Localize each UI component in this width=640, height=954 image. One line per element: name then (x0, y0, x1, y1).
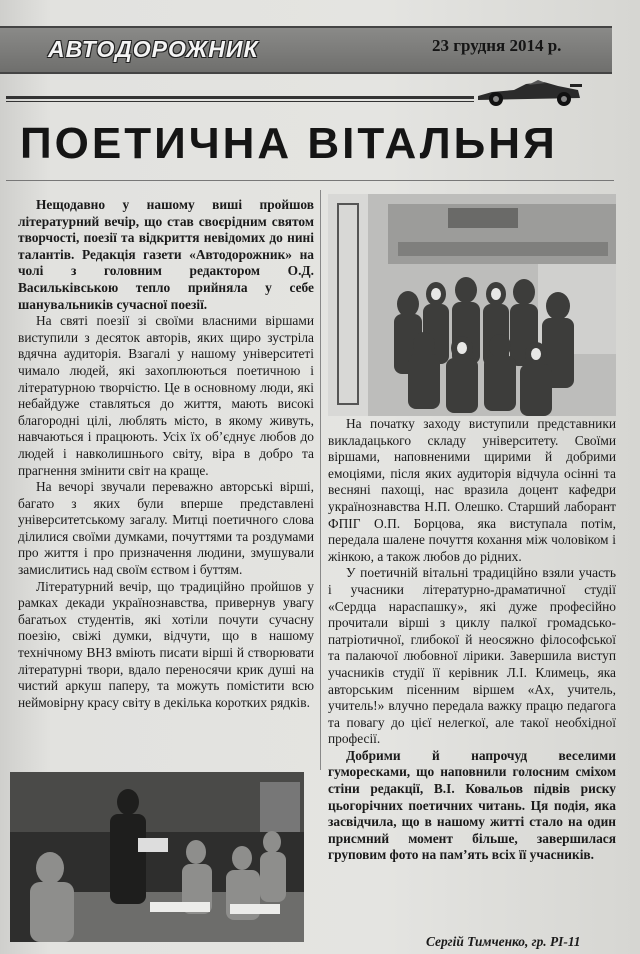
editorial-room-photo (10, 772, 304, 942)
headline-divider (6, 180, 614, 181)
group-photo-image (328, 194, 616, 416)
column-divider (320, 190, 321, 770)
paragraph: У поетичній вітальні традиційно взяли участь і учасники літературно-драматичної студії «Сердца нараспашку», які дуже професійно прочитали вірші з циклу палкої громадсько-патріотичної, глибокої й неосяжно філософської та палаючої любовної лірики. Завершила виступ учасників студії її керівник Л.І. Климець, яка авторським пісенним віршем «Ах, учитель, учитель!» влучно передала важку працю педагога та повагу до цієї нелегкої, але такої необхідної професії. (328, 565, 616, 747)
paragraph: На початку заходу виступили представники викладацького складу університету. Своїми віршами, наповненими щирими й добрими емоціями, після яких аудиторія відчула осінні та весняні пахощі, нас вразила доцент кафедри українознавства Н.П. Олешко. Старший лаборант ФПІГ О.П. Борцова, яка виступала потім, передала шалене почуття кохання між чоловіком і жінкою, а також любов до рідних. (328, 416, 616, 564)
editorial-room-image (10, 772, 304, 942)
race-car-illustration (474, 72, 584, 108)
paragraph: Нещодавно у нашому виші пройшов літературний вечір, що став своєрідним святом творчості, поезії та відкриття невідомих до нині талантів. Редакція газети «Автодорожник» на чолі з головним редактором О.Д. Васильківською тепло прийняла у себе шанувальників сучасної поезії. (18, 197, 314, 312)
issue-date: 23 грудня 2014 р. (432, 36, 562, 55)
paragraph: Добрими й напрочуд веселими гуморесками, що наповнили голосним сміхом стіни редакції, В.І. Ковальов підвів риску цьогорічних поетичних читань. Ця подія, яка засвідчила, що в нашому житті стало на один присмний момент більше, завершилася груповим фото на пам’ять всіх її учасників. (328, 747, 616, 863)
title-rule (6, 96, 474, 99)
paragraph: На святі поезії зі своїми власними віршами виступили з десяток авторів, яких щиро зустріла вдячна аудиторія. Взагалі у нашому університеті чимало людей, які захоплюються поетичною і літературною творчістю. Це в основному люди, які небайдуже ставляться до життя, мають високі благородні цілі, люблять місто, в якому живуть, навчаються і працюють. Усіх їх об’єднує любов до людей і навколишнього світу, віра в добро та прагнення змінити світ на краще. (18, 313, 314, 478)
article-column-left (18, 197, 314, 711)
newspaper-brand: АВТОДОРОЖНИК (48, 36, 259, 62)
paragraph: Літературний вечір, що традиційно пройшов у рамках декади українознавства, привернув увагу багатьох студентів, які хотіли почути сучасну поезію, свіжі думки, відчути, що в нашому технічному ВНЗ вміють писати вірші й створювати літературні твори, вдало переносячи крик душі на чистий аркуш паперу, та можуть помістити всю неймовірну красу світу в декілька коротких рядків. (18, 578, 314, 710)
article-column-right (328, 416, 616, 864)
article-headline: ПОЕТИЧНА ВІТАЛЬНЯ (20, 119, 558, 168)
group-photo (328, 194, 616, 416)
author-signature: Сергій Тимченко, гр. РІ-11 (426, 934, 581, 949)
title-rule-thin (6, 101, 474, 102)
paragraph: На вечорі звучали переважно авторські вірші, багато з яких були вперше представлені університетському загалу. Митці поетичного слова ділилися своїми думками, почуттями та роздумами про життя і про призначення людини, змушували замислитись над своїм єством і буттям. (18, 479, 314, 578)
